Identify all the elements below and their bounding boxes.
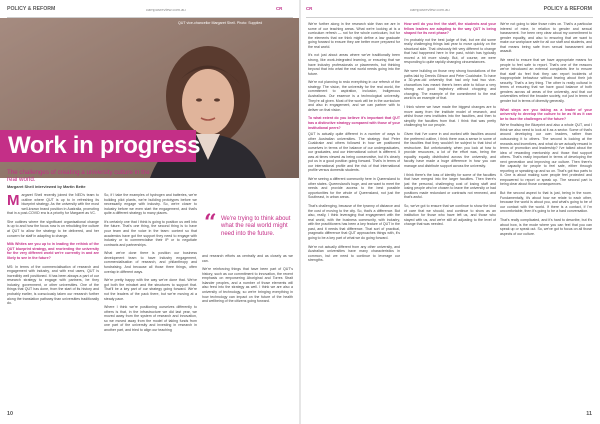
text-column-3 [202,254,293,413]
paragraph: I'm probably not the best judge of that, but we did some really challenging things last year to move quickly on the structural side. That obviously felt very different to change that had happened here in the past, which has typically moved a bit more slowly. But, of course, we were responding to quite rapidly changing circumstances. [404,37,496,65]
paragraph: MS: In terms of the commercialisation of research and engagement with industry, and with end users, QUT is incredibly well positioned. It has been always a part of our research strategy to engage with partners, be they industry, government, or other universities. One of the things that QUT has done, from the start of its history and probably earlier, is consciously taken our research further along the translation pathway than universities traditionally do. [7,264,99,306]
paragraph: But the second aspect to that is just, being in the room. Fundamentally, it's about how we relate to each other, because the world is about you, and what's going to be of our contact with the world. If there is a contact, if I'm uncomfortable, then it's going to be a hard conversation. [500,191,592,214]
page-number: 10 [7,411,13,417]
article-subhead: The challenges of creating a university culture in the real world. [7,169,150,184]
header-rule [306,17,593,18]
paragraph: QUT is actually quite different in a number of ways to other Australian universities. The strategy that Peter Coaldrake and others followed in how we positioned ourselves in terms of the balance of our undergraduates, our graduates, and our international cohort is different. It was at times viewed as being conservative, but it's clearly put us in a good position going forward. That's in terms of our international profile and the risk of that international profile versus domestic students. [308,132,400,173]
photo-caption: QUT vice-chancellor Margaret Sheil. Photo: Supplied [178,21,263,25]
page-number: 11 [586,411,592,417]
article-headline: Work in progress [0,130,196,162]
paragraph: We're finalising the Blueprint and also a whole QUT, and I think we also need to look at it as a sector. Some of that's around developing our own leaders, rather than outsourcing it to others. The second is looking at the rewards and incentives, and what do we actually reward in terms of promotion and leadership? I've talked about the idea of rewarding mentorship and those that support others. That's really important in terms of developing the next generation and improving our culture. Then there's the capacity for people to feel safe, either through reporting or speaking up and so on. That's got two parts to it. One is about making sure people feel protected and empowered to report or speak up. The second part is being clear about those consequences. [500,123,592,187]
text-column-1 [308,22,400,414]
cr-logo: CR [306,6,313,11]
question: What steps are you taking as a leader of your university to develop the culture to be as fit as it can be to face the challenges of the future? [500,107,592,121]
paragraph: So, we've got to ensure that we continue to show the kind of care that we should, and continue to show as an institution for those who have left us, and those who stayed with us, and we're still all adjusting to the level of change that was needed. [404,204,496,227]
right-page [300,0,600,424]
paragraph: I think there's the loss of identity for some of the faculties that have merged into the larger faculties. Then there's just the personal, challenging cost of losing staff and losing people who've chosen to leave the university or had positions made redundant or contracts not renewed, and that's awful. [404,172,496,200]
quote-mark-icon: “ [204,210,217,236]
paragraph: We're not planning to redo everything in our refresh of the strategy. The vision, the university for the real world, the commitment to aspiration, inclusion, Indigenous Australians. Our essence is a technological university. They're all given. Most of the work will be in the curriculum and also in engagement, and we can partner with to deliver on that vision. [308,80,400,112]
paragraph: Margaret Sheil recently joined the NED's team to outline where QUT is up to in refreshing its blueprint strategy. As the university with the most well-known brand position in Australia, promoting that in a post-COVID era is a priority for Margaret as VC. [7,193,99,216]
paragraph: We're seeing a different community here in Queensland to other states. Queensland's huge, and we want to meet the needs and provide access to the best possible opportunities for the whole of Queensland, not just the Southeast, in urban areas. [308,177,400,200]
paragraph: We were building on those very strong foundations of the paths laid by Dennis Gibson and Peter Coaldrake. To have a 30-year-old university that had only had two vice-chancellors has meant there's been able to follow a very strong and good trajectory without chopping and changing. The example of the commitment to the real world is an example of that. [404,69,496,101]
byline: Margaret Sheil interviewed by Martin Bette [7,184,86,189]
paragraph: We need to ensure that we have appropriate means for people to feel safe to report. That's one of the reasons we've introduced an external complaints line to ensure that staff do feel that they can report incidents of inappropriate behaviour without fearing about their job security. That's a key thing. The other is really cultural in terms of ensuring that we have good balance of both genders across all areas of the university, and that our universities reflect the broader society, not just in terms of gender but in terms of diversity generally. [500,58,592,103]
text-column-2 [104,193,197,413]
paragraph: She outlines where the significant organisational change is up to and how the focus now is on rebuilding the culture at QUT to allow the strategy to be delivered, and her concern for staff in adapting to change. [7,219,99,238]
paragraph: What we've done there is position our business development team to have industry engagement, commercialisation of research, and philanthropy and fundraising. And because all those three things, often overlap in different ways. [104,251,197,274]
section-header: POLICY & REFORM [7,6,56,12]
text-column-3 [500,22,592,414]
paragraph: We're reinforcing things that have been part of QUT's history, such as our commitment to innovation, the recent emphasis on empowering Aboriginal and Torres Strait Islander peoples, and a number of those elements will also feed into the strategy as well. I think we are also a university of technology, so we're bringing everything in how technology can impact on the future of the health and wellbeing of the citizens going forward. [202,267,293,304]
question: How well do you feel the staff, the students and your fellow leaders are adapting to the way QUT is being shaped for its next phase? [404,22,496,36]
paragraph: That's really complicated, and it's hard to describe, but it's about how, is the mode where you can feel that you can speak up or speak out. So, we've got to focus on all those aspects of our culture. [500,218,592,236]
site-name: campusreview.com.au [410,7,450,12]
paragraph: Given that I've come in and worked with faculties around the preferred outline, I think there was a sense in some of the faculties that they wouldn't be subject to that kind of restructure. But unfortunately, when you look at how to provide resources, a lot of the effort was, being the equality equally distributed across the university, and faculty have made a huge difference in how you can manage and distribute support across the university. [404,132,496,168]
question: To what extent do you believe it's important that QUT has a distinctive strategy compared with those of your institutional peers? [308,116,400,130]
cr-logo: CR [276,6,283,11]
paragraph: We're not actually different from any other university, and Australian universities have many characteristics in common, but we need to continue to leverage our strengths. [308,244,400,263]
paragraph: So, if I take the examples of hydrogen and batteries, we're building pilot plants, we're building prototypes before we necessarily engage with industry. So, we're closer to industry before we even start the engagement, and that's quite a different strategy to many places. [104,193,197,216]
paragraph: We're not going to take those roles on. That's a particular interest of mine, in relation to gender and sexual harassment. I've been very clear about my commitment to gender equality, and also to ensuring that we want to make our workplace safe for all our staff and students, and that means being safe from sexual harassment and assault. [500,22,592,54]
section-header: POLICY & REFORM [543,6,592,12]
site-name: campusreview.com.au [146,7,186,12]
text-column-2 [404,22,496,414]
paragraph: Where I think we're positioning ourselves differently to others is that, in the infrastructure we did last year, we moved away from the system of research and innovation, so we moved away from the model of taking funds from one part of the university and investing in research in another part, and tried to align our teaching [104,305,197,332]
drop-cap: M [7,193,20,209]
paragraph: That's challenging, because of the tyranny of distance and the cost of moving to the city. So, that's a difference. But also, really, I think leveraging that engagement with the real world, with the business community, with industry, with the practitioners has been a key feature of QUT in the past, and it needs that difference. That sort of practical, pragmatic difference that QUT approaches things with, it's going to be a key part of what we do going forward. [308,204,400,240]
paragraph: and research efforts as centrally and as closely as we can. [202,254,293,263]
question: Milk Whites are you up to in leading the rethink of the QUT blueprint strategy, and reorienting the university for the very different world we're currently in and are likely to see in the future? [7,242,99,260]
paragraph: It's certainly one that I think is going to position us well into the future. That's one thing, the second thing is to have your team and the voice in the team: context so that academics have got the support they need to engage with industry or to commercialise their IP or to negotiate contracts and partnerships. [104,219,197,247]
paragraph: I think where we have made the biggest changes are to move away from the institute model of research, and whilst those new institutes into the faculties, and then to simplify the faculties from that. I think that was pretty challenging for our people. [404,105,496,128]
paragraph: It's not just about areas where we've traditionally been strong, like work-integrated learning, or ensuring that we have industry professionals or placements, but thinking beyond that into what the real world needs going into the future. [308,53,400,76]
paragraph: We're further along in the research side than we are in some of our teaching areas. What we're looking at is a curriculum refresh — not for the whole curriculum, but for the elements that we think might define a law graduate going forward to ensure they are better more prepared for the real world. [308,22,400,49]
text-column-1 [7,193,99,413]
pull-quote-text: We're trying to think about what the real world might need into the future. [221,216,291,237]
paragraph: We're pretty happy with the way we've done that. We've got both the mindset and the structures to support that. That'll be a key part of our strategy going forward. We're not the leaders of the pack there, but we're moving at a steady pace. [104,278,197,301]
